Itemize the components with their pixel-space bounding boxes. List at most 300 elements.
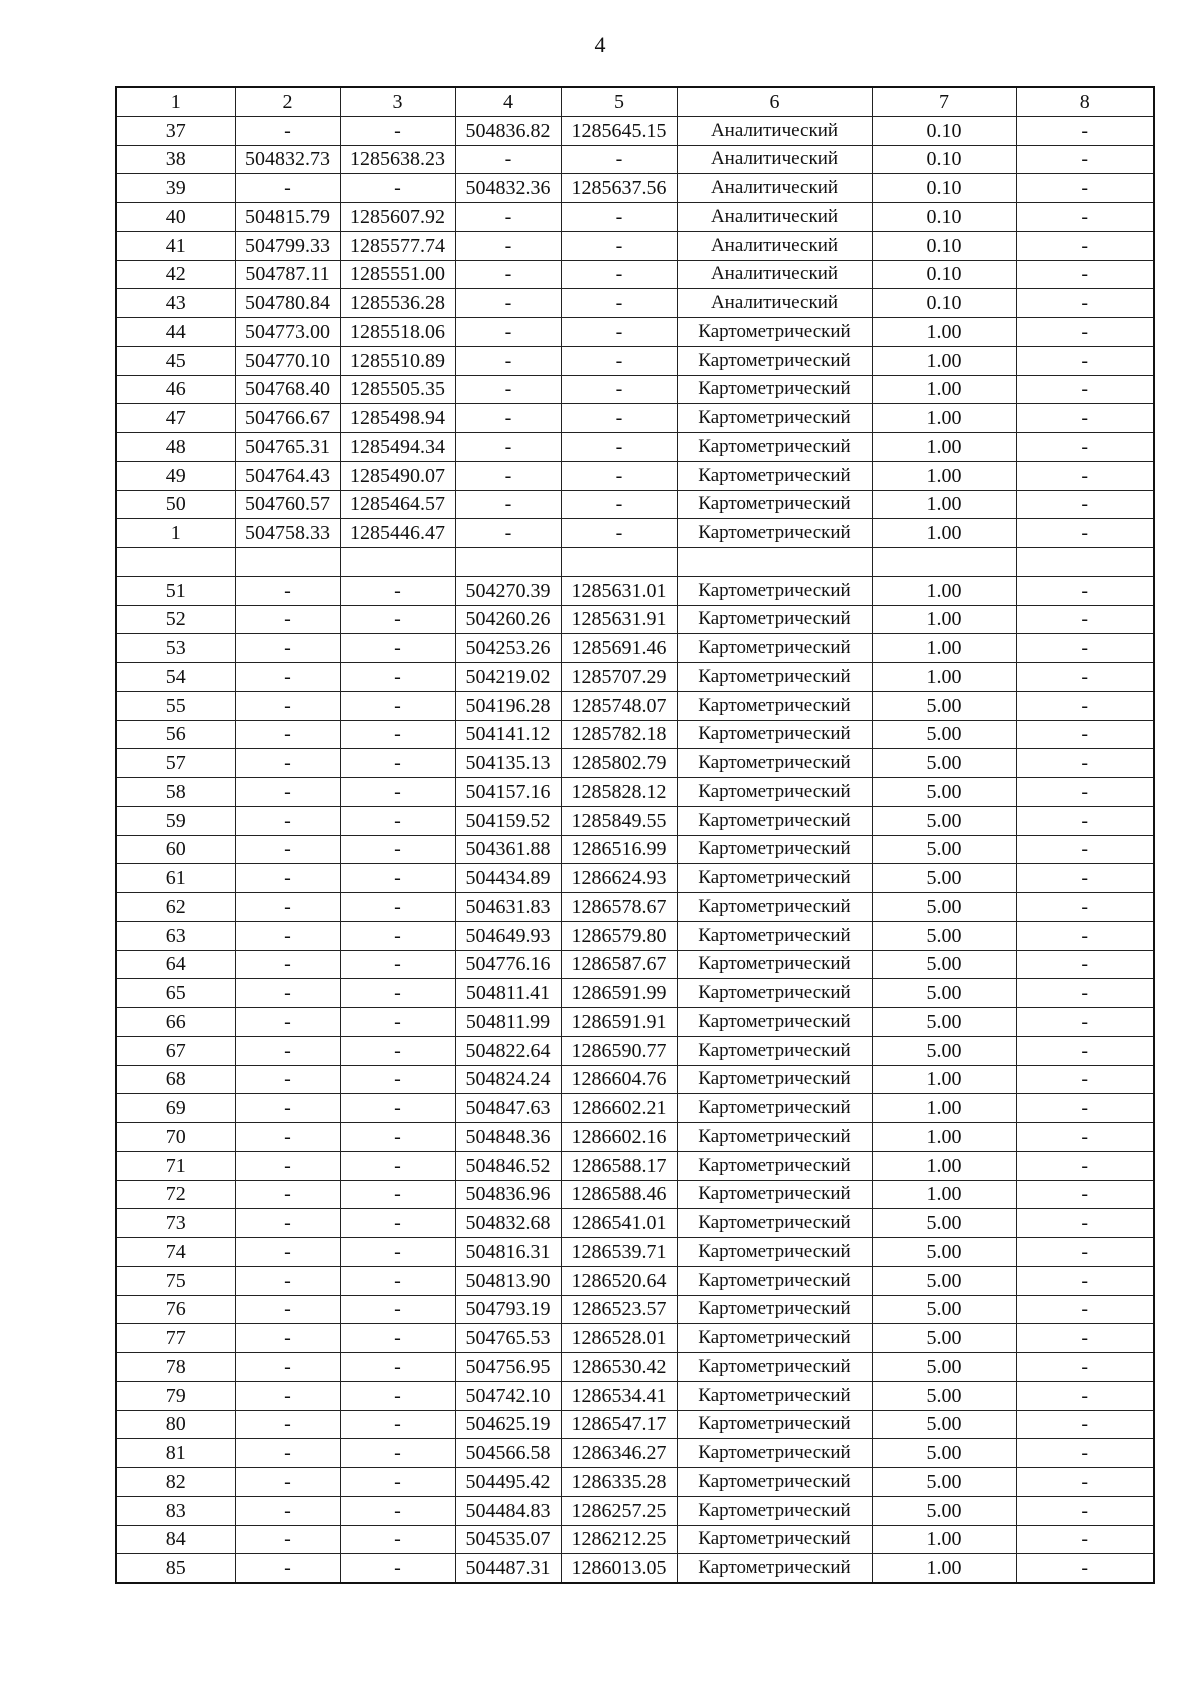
method-cell: Картометрический: [677, 1554, 872, 1583]
accuracy-cell: 5.00: [872, 1410, 1016, 1439]
x-coordinate-new-cell: 504495.42: [455, 1468, 561, 1497]
y-coordinate-new-cell: 1286528.01: [561, 1324, 677, 1353]
note-cell: -: [1016, 1525, 1154, 1554]
accuracy-cell: 1.00: [872, 318, 1016, 347]
accuracy-cell: 0.10: [872, 203, 1016, 232]
x-coordinate-new-cell: -: [455, 404, 561, 433]
accuracy-cell: 5.00: [872, 1496, 1016, 1525]
point-number-cell: 72: [116, 1180, 235, 1209]
accuracy-cell: 1.00: [872, 605, 1016, 634]
table-row: [116, 605, 1154, 634]
y-coordinate-cell: -: [340, 864, 455, 893]
x-coordinate-new-cell: 504811.41: [455, 979, 561, 1008]
x-coordinate-new-cell: -: [455, 346, 561, 375]
point-number-cell: 38: [116, 145, 235, 174]
table-row: [116, 289, 1154, 318]
x-coordinate-cell: -: [235, 806, 340, 835]
table-row: [116, 404, 1154, 433]
y-coordinate-cell: -: [340, 1295, 455, 1324]
x-coordinate-new-cell: 504847.63: [455, 1094, 561, 1123]
y-coordinate-cell: -: [340, 720, 455, 749]
point-number-cell: 1: [116, 519, 235, 548]
table-row: [116, 1381, 1154, 1410]
point-number-cell: 74: [116, 1238, 235, 1267]
method-cell: Картометрический: [677, 1525, 872, 1554]
x-coordinate-new-cell: 504157.16: [455, 778, 561, 807]
y-coordinate-cell: 1285638.23: [340, 145, 455, 174]
method-cell: Картометрический: [677, 979, 872, 1008]
method-cell: Картометрический: [677, 1094, 872, 1123]
table-row: [116, 1554, 1154, 1583]
note-cell: -: [1016, 806, 1154, 835]
point-number-cell: 56: [116, 720, 235, 749]
y-coordinate-cell: -: [340, 116, 455, 145]
note-cell: -: [1016, 1209, 1154, 1238]
point-number-cell: 73: [116, 1209, 235, 1238]
note-cell: -: [1016, 893, 1154, 922]
method-cell: [677, 548, 872, 577]
table-row: [116, 1065, 1154, 1094]
x-coordinate-cell: 504765.31: [235, 433, 340, 462]
y-coordinate-new-cell: 1286578.67: [561, 893, 677, 922]
y-coordinate-cell: -: [340, 1468, 455, 1497]
table-row: [116, 1094, 1154, 1123]
table-row: [116, 1008, 1154, 1037]
y-coordinate-cell: -: [340, 778, 455, 807]
y-coordinate-new-cell: 1286212.25: [561, 1525, 677, 1554]
x-coordinate-cell: -: [235, 1324, 340, 1353]
x-coordinate-new-cell: 504649.93: [455, 921, 561, 950]
method-cell: Картометрический: [677, 691, 872, 720]
table-row: [116, 519, 1154, 548]
y-coordinate-cell: 1285607.92: [340, 203, 455, 232]
accuracy-cell: 1.00: [872, 1123, 1016, 1152]
method-cell: Картометрический: [677, 576, 872, 605]
accuracy-cell: 5.00: [872, 979, 1016, 1008]
method-cell: Картометрический: [677, 893, 872, 922]
x-coordinate-new-cell: -: [455, 519, 561, 548]
y-coordinate-new-cell: -: [561, 433, 677, 462]
note-cell: -: [1016, 1266, 1154, 1295]
x-coordinate-new-cell: 504793.19: [455, 1295, 561, 1324]
table-row: [116, 691, 1154, 720]
x-coordinate-new-cell: -: [455, 433, 561, 462]
accuracy-cell: 5.00: [872, 1324, 1016, 1353]
method-cell: Картометрический: [677, 490, 872, 519]
method-cell: Картометрический: [677, 1151, 872, 1180]
x-coordinate-cell: -: [235, 605, 340, 634]
table-row: [116, 1295, 1154, 1324]
accuracy-cell: 1.00: [872, 1065, 1016, 1094]
note-cell: -: [1016, 1381, 1154, 1410]
y-coordinate-cell: -: [340, 1036, 455, 1065]
x-coordinate-cell: -: [235, 893, 340, 922]
point-number-cell: 57: [116, 749, 235, 778]
y-coordinate-cell: 1285490.07: [340, 461, 455, 490]
table-row: [116, 921, 1154, 950]
note-cell: -: [1016, 1094, 1154, 1123]
x-coordinate-cell: 504787.11: [235, 260, 340, 289]
table-row: [116, 375, 1154, 404]
point-number-cell: 37: [116, 116, 235, 145]
y-coordinate-new-cell: 1286539.71: [561, 1238, 677, 1267]
x-coordinate-new-cell: 504141.12: [455, 720, 561, 749]
x-coordinate-new-cell: 504742.10: [455, 1381, 561, 1410]
x-coordinate-new-cell: 504135.13: [455, 749, 561, 778]
y-coordinate-cell: -: [340, 1008, 455, 1037]
point-number-cell: 71: [116, 1151, 235, 1180]
y-coordinate-new-cell: 1286591.99: [561, 979, 677, 1008]
x-coordinate-new-cell: -: [455, 375, 561, 404]
note-cell: -: [1016, 174, 1154, 203]
accuracy-cell: 1.00: [872, 1554, 1016, 1583]
method-cell: Картометрический: [677, 1468, 872, 1497]
y-coordinate-cell: -: [340, 1266, 455, 1295]
method-cell: Картометрический: [677, 375, 872, 404]
x-coordinate-new-cell: 504756.95: [455, 1353, 561, 1382]
x-coordinate-new-cell: 504811.99: [455, 1008, 561, 1037]
x-coordinate-cell: 504768.40: [235, 375, 340, 404]
x-coordinate-cell: -: [235, 1123, 340, 1152]
point-number-cell: 75: [116, 1266, 235, 1295]
point-number-cell: 40: [116, 203, 235, 232]
method-cell: Аналитический: [677, 116, 872, 145]
x-coordinate-new-cell: -: [455, 289, 561, 318]
y-coordinate-new-cell: 1286587.67: [561, 950, 677, 979]
y-coordinate-cell: -: [340, 1180, 455, 1209]
point-number-cell: 84: [116, 1525, 235, 1554]
y-coordinate-new-cell: 1285631.91: [561, 605, 677, 634]
method-cell: Картометрический: [677, 1324, 872, 1353]
x-coordinate-cell: -: [235, 1468, 340, 1497]
note-cell: -: [1016, 519, 1154, 548]
y-coordinate-new-cell: 1286624.93: [561, 864, 677, 893]
y-coordinate-cell: -: [340, 835, 455, 864]
method-cell: Картометрический: [677, 1381, 872, 1410]
y-coordinate-new-cell: 1286013.05: [561, 1554, 677, 1583]
x-coordinate-new-cell: -: [455, 490, 561, 519]
x-coordinate-new-cell: 504776.16: [455, 950, 561, 979]
x-coordinate-cell: 504780.84: [235, 289, 340, 318]
method-cell: Картометрический: [677, 1036, 872, 1065]
y-coordinate-new-cell: 1286588.17: [561, 1151, 677, 1180]
table-row: [116, 1151, 1154, 1180]
point-number-cell: 49: [116, 461, 235, 490]
method-cell: Аналитический: [677, 260, 872, 289]
note-cell: -: [1016, 1295, 1154, 1324]
y-coordinate-new-cell: 1285782.18: [561, 720, 677, 749]
accuracy-cell: 0.10: [872, 174, 1016, 203]
y-coordinate-new-cell: 1285637.56: [561, 174, 677, 203]
table-row: [116, 1410, 1154, 1439]
x-coordinate-cell: 504760.57: [235, 490, 340, 519]
y-coordinate-new-cell: 1286335.28: [561, 1468, 677, 1497]
note-cell: -: [1016, 864, 1154, 893]
x-coordinate-cell: -: [235, 576, 340, 605]
accuracy-cell: 5.00: [872, 720, 1016, 749]
accuracy-cell: 5.00: [872, 864, 1016, 893]
accuracy-cell: 0.10: [872, 145, 1016, 174]
column-header: 2: [235, 87, 340, 116]
x-coordinate-cell: -: [235, 634, 340, 663]
point-number-cell: 50: [116, 490, 235, 519]
note-cell: -: [1016, 1151, 1154, 1180]
method-cell: Картометрический: [677, 1439, 872, 1468]
point-number-cell: 46: [116, 375, 235, 404]
y-coordinate-new-cell: 1285631.01: [561, 576, 677, 605]
x-coordinate-new-cell: -: [455, 203, 561, 232]
table-row: [116, 174, 1154, 203]
y-coordinate-cell: 1285464.57: [340, 490, 455, 519]
y-coordinate-new-cell: 1286520.64: [561, 1266, 677, 1295]
y-coordinate-new-cell: 1285828.12: [561, 778, 677, 807]
accuracy-cell: 1.00: [872, 634, 1016, 663]
note-cell: -: [1016, 318, 1154, 347]
method-cell: Картометрический: [677, 950, 872, 979]
table-row: [116, 1266, 1154, 1295]
x-coordinate-cell: -: [235, 1180, 340, 1209]
note-cell: -: [1016, 203, 1154, 232]
y-coordinate-cell: -: [340, 1525, 455, 1554]
y-coordinate-new-cell: -: [561, 318, 677, 347]
accuracy-cell: 5.00: [872, 1353, 1016, 1382]
accuracy-cell: 5.00: [872, 1209, 1016, 1238]
note-cell: -: [1016, 950, 1154, 979]
table-row: [116, 490, 1154, 519]
y-coordinate-cell: -: [340, 979, 455, 1008]
x-coordinate-cell: -: [235, 1266, 340, 1295]
y-coordinate-cell: 1285446.47: [340, 519, 455, 548]
x-coordinate-new-cell: 504484.83: [455, 1496, 561, 1525]
note-cell: -: [1016, 605, 1154, 634]
y-coordinate-new-cell: 1286602.16: [561, 1123, 677, 1152]
y-coordinate-cell: 1285577.74: [340, 231, 455, 260]
x-coordinate-cell: -: [235, 1036, 340, 1065]
x-coordinate-cell: 504758.33: [235, 519, 340, 548]
y-coordinate-cell: -: [340, 1123, 455, 1152]
table-row: [116, 1525, 1154, 1554]
y-coordinate-cell: -: [340, 1094, 455, 1123]
accuracy-cell: 5.00: [872, 835, 1016, 864]
accuracy-cell: 1.00: [872, 404, 1016, 433]
x-coordinate-new-cell: 504434.89: [455, 864, 561, 893]
y-coordinate-new-cell: -: [561, 404, 677, 433]
table-row: [116, 1123, 1154, 1152]
y-coordinate-new-cell: 1285748.07: [561, 691, 677, 720]
x-coordinate-cell: -: [235, 1209, 340, 1238]
accuracy-cell: 5.00: [872, 921, 1016, 950]
method-cell: Картометрический: [677, 519, 872, 548]
x-coordinate-cell: -: [235, 1065, 340, 1094]
y-coordinate-new-cell: 1286523.57: [561, 1295, 677, 1324]
method-cell: Картометрический: [677, 433, 872, 462]
x-coordinate-cell: -: [235, 1008, 340, 1037]
y-coordinate-cell: -: [340, 1324, 455, 1353]
x-coordinate-cell: -: [235, 835, 340, 864]
note-cell: -: [1016, 116, 1154, 145]
column-header: 4: [455, 87, 561, 116]
y-coordinate-cell: -: [340, 1065, 455, 1094]
method-cell: Аналитический: [677, 174, 872, 203]
x-coordinate-new-cell: 504848.36: [455, 1123, 561, 1152]
x-coordinate-new-cell: 504631.83: [455, 893, 561, 922]
y-coordinate-cell: 1285505.35: [340, 375, 455, 404]
point-number-cell: 53: [116, 634, 235, 663]
point-number-cell: 39: [116, 174, 235, 203]
point-number-cell: 77: [116, 1324, 235, 1353]
point-number-cell: 67: [116, 1036, 235, 1065]
point-number-cell: 44: [116, 318, 235, 347]
y-coordinate-cell: -: [340, 1554, 455, 1583]
point-number-cell: 41: [116, 231, 235, 260]
note-cell: -: [1016, 835, 1154, 864]
method-cell: Картометрический: [677, 749, 872, 778]
table-row: [116, 1468, 1154, 1497]
table-row: [116, 749, 1154, 778]
note-cell: -: [1016, 663, 1154, 692]
x-coordinate-cell: -: [235, 864, 340, 893]
note-cell: -: [1016, 1065, 1154, 1094]
y-coordinate-new-cell: -: [561, 346, 677, 375]
x-coordinate-cell: -: [235, 921, 340, 950]
point-number-cell: 78: [116, 1353, 235, 1382]
accuracy-cell: 5.00: [872, 1381, 1016, 1410]
x-coordinate-cell: -: [235, 1554, 340, 1583]
table-row: [116, 1353, 1154, 1382]
column-header: 3: [340, 87, 455, 116]
table-row: [116, 346, 1154, 375]
page-number: 4: [594, 32, 606, 57]
accuracy-cell: 5.00: [872, 1266, 1016, 1295]
y-coordinate-cell: 1285536.28: [340, 289, 455, 318]
x-coordinate-new-cell: 504846.52: [455, 1151, 561, 1180]
table-row: [116, 835, 1154, 864]
x-coordinate-cell: -: [235, 950, 340, 979]
x-coordinate-new-cell: 504816.31: [455, 1238, 561, 1267]
y-coordinate-cell: -: [340, 950, 455, 979]
note-cell: -: [1016, 346, 1154, 375]
y-coordinate-cell: -: [340, 749, 455, 778]
accuracy-cell: 5.00: [872, 1439, 1016, 1468]
point-number-cell: 65: [116, 979, 235, 1008]
x-coordinate-new-cell: 504270.39: [455, 576, 561, 605]
method-cell: Картометрический: [677, 1353, 872, 1382]
table-row: [116, 116, 1154, 145]
x-coordinate-cell: -: [235, 1525, 340, 1554]
accuracy-cell: [872, 548, 1016, 577]
y-coordinate-cell: -: [340, 1496, 455, 1525]
point-number-cell: 70: [116, 1123, 235, 1152]
method-cell: Картометрический: [677, 1180, 872, 1209]
x-coordinate-new-cell: [455, 548, 561, 577]
table-row: [116, 979, 1154, 1008]
point-number-cell: 83: [116, 1496, 235, 1525]
accuracy-cell: 5.00: [872, 749, 1016, 778]
note-cell: -: [1016, 691, 1154, 720]
x-coordinate-cell: -: [235, 1410, 340, 1439]
x-coordinate-cell: -: [235, 1151, 340, 1180]
column-header: 8: [1016, 87, 1154, 116]
x-coordinate-cell: -: [235, 663, 340, 692]
table-row: [116, 318, 1154, 347]
note-cell: -: [1016, 1123, 1154, 1152]
point-number-cell: 48: [116, 433, 235, 462]
note-cell: -: [1016, 1439, 1154, 1468]
y-coordinate-new-cell: 1285645.15: [561, 116, 677, 145]
note-cell: -: [1016, 1468, 1154, 1497]
y-coordinate-new-cell: 1286604.76: [561, 1065, 677, 1094]
accuracy-cell: 1.00: [872, 519, 1016, 548]
accuracy-cell: 1.00: [872, 1180, 1016, 1209]
point-number-cell: 76: [116, 1295, 235, 1324]
table-row: [116, 806, 1154, 835]
point-number-cell: 63: [116, 921, 235, 950]
y-coordinate-cell: -: [340, 1151, 455, 1180]
point-number-cell: 80: [116, 1410, 235, 1439]
point-number-cell: 82: [116, 1468, 235, 1497]
x-coordinate-cell: -: [235, 749, 340, 778]
y-coordinate-new-cell: 1286588.46: [561, 1180, 677, 1209]
coordinates-table: [115, 86, 1155, 1584]
y-coordinate-new-cell: -: [561, 519, 677, 548]
y-coordinate-cell: -: [340, 576, 455, 605]
y-coordinate-new-cell: -: [561, 289, 677, 318]
y-coordinate-new-cell: -: [561, 231, 677, 260]
point-number-cell: 69: [116, 1094, 235, 1123]
x-coordinate-new-cell: 504765.53: [455, 1324, 561, 1353]
x-coordinate-cell: -: [235, 116, 340, 145]
method-cell: Картометрический: [677, 605, 872, 634]
y-coordinate-cell: -: [340, 663, 455, 692]
method-cell: Картометрический: [677, 806, 872, 835]
method-cell: Картометрический: [677, 1266, 872, 1295]
y-coordinate-cell: -: [340, 174, 455, 203]
x-coordinate-cell: 504815.79: [235, 203, 340, 232]
method-cell: Картометрический: [677, 1209, 872, 1238]
note-cell: -: [1016, 1554, 1154, 1583]
note-cell: -: [1016, 375, 1154, 404]
column-header: 1: [116, 87, 235, 116]
table-header-row: [116, 87, 1154, 116]
x-coordinate-cell: -: [235, 1238, 340, 1267]
x-coordinate-new-cell: 504487.31: [455, 1554, 561, 1583]
method-cell: Картометрический: [677, 1065, 872, 1094]
x-coordinate-cell: -: [235, 174, 340, 203]
y-coordinate-new-cell: 1286591.91: [561, 1008, 677, 1037]
point-number-cell: 45: [116, 346, 235, 375]
y-coordinate-new-cell: -: [561, 260, 677, 289]
y-coordinate-cell: 1285494.34: [340, 433, 455, 462]
accuracy-cell: 0.10: [872, 116, 1016, 145]
x-coordinate-cell: -: [235, 691, 340, 720]
y-coordinate-new-cell: 1286590.77: [561, 1036, 677, 1065]
method-cell: Картометрический: [677, 1410, 872, 1439]
y-coordinate-new-cell: 1286547.17: [561, 1410, 677, 1439]
point-number-cell: [116, 548, 235, 577]
x-coordinate-new-cell: 504836.82: [455, 116, 561, 145]
y-coordinate-new-cell: 1286602.21: [561, 1094, 677, 1123]
table-row: [116, 663, 1154, 692]
method-cell: Картометрический: [677, 318, 872, 347]
x-coordinate-new-cell: 504219.02: [455, 663, 561, 692]
y-coordinate-cell: 1285518.06: [340, 318, 455, 347]
point-number-cell: 43: [116, 289, 235, 318]
accuracy-cell: 5.00: [872, 778, 1016, 807]
table-row: [116, 260, 1154, 289]
note-cell: -: [1016, 1353, 1154, 1382]
accuracy-cell: 0.10: [872, 260, 1016, 289]
x-coordinate-new-cell: 504822.64: [455, 1036, 561, 1065]
